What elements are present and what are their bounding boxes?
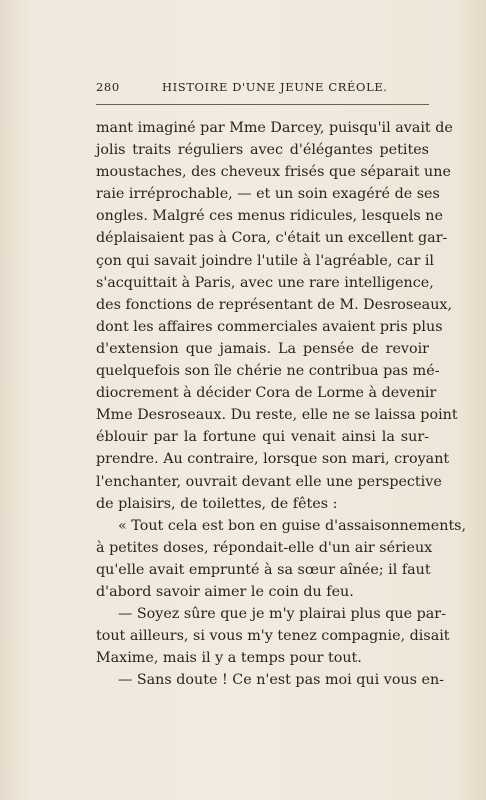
text-line: l'enchanter, ouvrait devant elle une perspective: [96, 473, 442, 490]
text-line: ongles. Malgré ces menus ridicules, lesquels ne: [96, 208, 443, 225]
text-line: d'abord savoir aimer le coin du feu.: [96, 583, 354, 600]
text-line: de plaisirs, de toilettes, de fêtes :: [96, 495, 338, 512]
text-line: çon qui savait joindre l'utile à l'agréable, car il: [96, 252, 434, 269]
text-line: à petites doses, répondait-elle d'un air sérieux: [96, 539, 433, 556]
text-line: Maxime, mais il y a temps pour tout.: [96, 650, 362, 667]
text-line: tout ailleurs, si vous m'y tenez compagnie, disait: [96, 628, 450, 645]
text-line: dont les affaires commerciales avaient pris plus: [96, 318, 443, 335]
page-number: 280: [96, 80, 120, 94]
text-line: « Tout cela est bon en guise d'assaisonnements,: [118, 517, 467, 534]
text-line: s'acquittait à Paris, avec une rare intelligence,: [96, 274, 434, 291]
running-title: HISTOIRE D'UNE JEUNE CRÉOLE.: [162, 80, 388, 94]
text-line: moustaches, des cheveux frisés que séparait une: [96, 164, 451, 181]
text-line: Mme Desroseaux. Du reste, elle ne se laissa point: [96, 407, 458, 424]
text-line: quelquefois son île chérie ne contribua pas mé-: [96, 363, 440, 380]
header-rule: [96, 104, 429, 105]
text-line: déplaisaient pas à Cora, c'était un excellent gar-: [96, 230, 448, 247]
text-line: éblouir par la fortune qui venait ainsi la sur-: [96, 429, 429, 446]
text-line: prendre. Au contraire, lorsque son mari, croyant: [96, 451, 450, 468]
body-text: [96, 117, 467, 691]
text-line: d'extension que jamais. La pensée de revoir: [96, 340, 429, 357]
text-line: — Sans doute ! Ce n'est pas moi qui vous en-: [118, 672, 445, 689]
text-line: — Soyez sûre que je m'y plairai plus que par-: [118, 606, 446, 623]
text-line: jolis traits réguliers avec d'élégantes petites: [96, 142, 429, 159]
page-header: [96, 77, 430, 99]
text-line: raie irréprochable, — et un soin exagéré de ses: [96, 186, 440, 203]
text-line: mant imaginé par Mme Darcey, puisqu'il avait de: [96, 120, 453, 136]
text-line: des fonctions de représentant de M. Desroseaux,: [96, 296, 453, 313]
text-line: diocrement à décider Cora de Lorme à devenir: [96, 385, 437, 402]
text-line: qu'elle avait emprunté à sa sœur aînée; il faut: [96, 561, 431, 578]
